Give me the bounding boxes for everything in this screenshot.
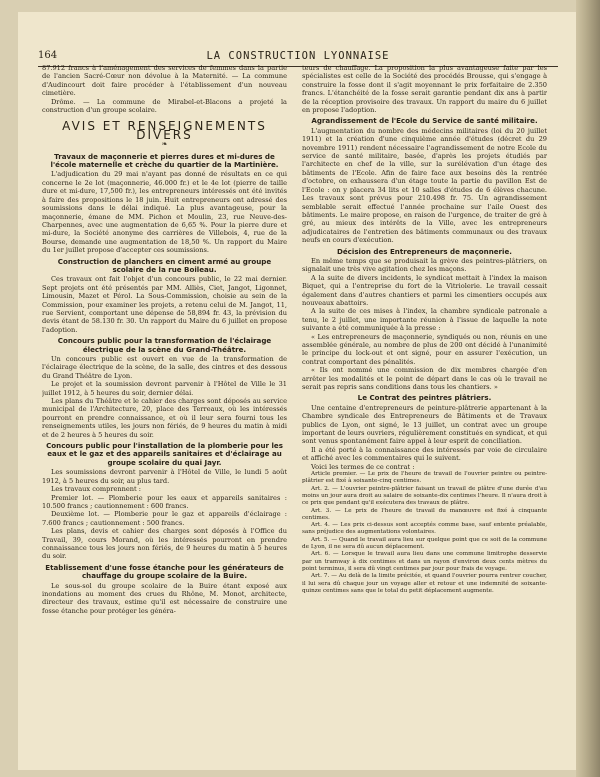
article-paragraph: A la suite de ces mises à l'index, la chambre syndicale patronale a tenu, le 2 juillet, une importante réunion à l'issue de laquelle la note suivante a été communiquée à la presse :	[302, 307, 547, 333]
contract-article: Art. 7. — Au delà de la limite précitée, et quand l'ouvrier pourra rentrer coucher, il lui sera dû chaque jour un voyage aller et retour et une indemnité de soixante-quinze centimes sans que le total du petit déplacement augmente.	[302, 573, 547, 594]
contract-articles	[302, 471, 547, 595]
article-paragraph: L'adjudication du 29 mai n'ayant pas donné de résultats en ce qui concerne le 2e lot (maçonnerie, 46.000 fr.) et le 4e lot (pierre de taille dure et mi-dure, 17,500 fr.), les entrepreneurs intéressés ont été invités à faire des propositions le 18 juin. Huit entrepreneurs ont adressé des soumissions dans le délai indiqué. La plus avantageuse, pour la maçonnerie, émane de MM. Pichon et Moulin, 23, rue Neuve-des-Charpennes, avec une augmentation de 6,65 %. Pour la pierre dure et mi-dure, la Société anonyme des carrières de Villebois, 4, rue de la Bourse, demande une augmentation de 18,50 %. Un rapport du Maire du 1er juillet propose d'accepter ces soumissions.	[42, 170, 287, 255]
article-paragraph: Les plans, devis et cahier des charges sont déposés à l'Office du Travail, 39, cours Morand, où les intéressés pourront en prendre connaissance tous les jours non fériés, de 9 heures du matin à 5 heures du soir.	[42, 527, 287, 561]
left-articles	[42, 153, 287, 616]
contract-article: Art. 4. — Les prix ci-dessus sont acceptés comme base, sauf entente préalable, sans préjudice des augmentations volontaires.	[302, 522, 547, 536]
intro-paragraph: Drôme. — La commune de Mirabel-et-Blacons a projeté la construction d'un groupe scolaire.	[42, 97, 287, 115]
article-paragraph: Les travaux comprennent :	[51, 485, 142, 494]
book-spine	[576, 0, 600, 777]
article-paragraph: Les plans du Théâtre et le cahier des charges sont déposés au service municipal de l'Architecture, 20, place des Terreaux, où les intéressés pourront en prendre connaissance, et où il leur sera fourni tous les renseignements utiles, les jours non fériés, de 9 heures du matin à midi et de 2 heures à 5 heures du soir.	[42, 397, 287, 439]
right-column	[302, 64, 547, 754]
article-paragraph: L'augmentation du nombre des médecins militaires (loi du 20 juillet 1911) et la création d'une cinquième année d'études (décret du 29 novembre 1911) rendent nécessaire l'agrandissement de notre Ecole du service de santé militaire, basée, d'après les projets étudiés par l'architecte en chef de la ville, sur la surélévation d'un étage des bâtiments de l'Ecole. Afin de faire face aux besoins dès la rentrée d'octobre, on exhaussera d'un étage toute la partie du pavillon Est de l'Ecole : on y placera 34 lits et 10 salles d'études de 6 élèves chacune. Les travaux sont prévus pour 210.498 fr. 75. Un agrandissement semblable serait effectué l'année prochaine sur l'aile Ouest des bâtiments. Le maire propose, en raison de l'urgence, de traiter de gré à gré, au mieux des intérêts de la Ville, avec les entrepreneurs adjudicataires de l'entretien des bâtiments communaux ou des travaux neufs en cours d'exécution.	[302, 126, 547, 245]
right-articles	[302, 117, 547, 471]
article-paragraph: Il a été porté à la connaissance des intéressés par voie de circulaire et affiché avec les commentaires qui le suivent.	[302, 445, 547, 463]
article-heading: Le Contrat des peintres plâtriers.	[357, 393, 492, 403]
article-paragraph: Une centaine d'entrepreneurs de peinture-plâtrerie appartenant à la Chambre syndicale des Entrepreneurs de Bâtiments et de Travaux publics de Lyon, ont signé, le 13 juillet, un contrat avec un groupe important de leurs ouvriers, régulièrement constitués en syndicat, et qui sont venus spontanément faire appel à leur esprit de conciliation.	[302, 403, 547, 446]
article-paragraph: « Les entrepreneurs de maçonnerie, syndiqués ou non, réunis en une assemblée générale, au nombre de plus de 200 ont décidé à l'unanimité le principe du lock-out et ont signé, pour en assurer l'exécution, un contrat comportant des pénalités.	[302, 332, 547, 366]
intro-paragraph: 87.912 francs à l'aménagement des services de femmes dans la partie de l'ancien Sacré-Cœur non dévolue à la Maternité. — La commune d'Audincourt doit faire procéder à l'établissement d'un nouveau cimetière.	[42, 64, 287, 98]
article-paragraph: Les soumissions devront parvenir à l'Hôtel de Ville, le lundi 5 août 1912, à 5 heures du soir, au plus tard.	[42, 468, 287, 485]
article-heading: Etablissement d'une fosse étanche pour les générateurs de chauffage du groupe scolaire de la Buire.	[45, 562, 284, 581]
article-paragraph: Un concours public est ouvert en vue de la transformation de l'éclairage électrique de la scène, de la salle, des cintres et des dessous du Grand Théâtre de Lyon.	[42, 355, 287, 380]
contract-article: Article premier. — Le prix de l'heure de travail de l'ouvrier peintre ou peintre-plâtrier est fixé à soixante-cinq centimes.	[302, 471, 547, 485]
contract-article: Art. 5. — Quand le travail aura lieu sur quelque point que ce soit de la commune de Lyon, il ne sera dû aucun déplacement.	[302, 536, 547, 551]
article-paragraph: Ces travaux ont fait l'objet d'un concours public, le 22 mai dernier. Sept projets ont été présentés par MM. Alliès, Ciet, Jangot, Ligonnet, Limousin, Mazet et Pérol. La Sous-Commission, choisie au sein de la Commission, pour examiner les projets, a retenu celui de M. Jangot, 11, rue Servient, comportant une dépense de 58,894 fr. 43, la prévision du devis étant de 58.130 fr. 30. Un rapport du Maire du 6 juillet en propose l'adoption.	[42, 275, 287, 334]
ornament-icon: ❧	[161, 140, 168, 149]
contract-article: Art. 2. — L'ouvrier peintre-plâtrier faisant un travail de plâtre d'une durée d'au moins un jour aura droit au salaire de soixante-dix centimes l'heure. Il n'aura droit à ce prix que pendant qu'il exécutera des travaux de plâtre.	[302, 485, 547, 507]
article-paragraph: Le projet et la soumission devront parvenir à l'Hôtel de Ville le 31 juillet 1912, à 5 heures du soir, dernier délai.	[42, 380, 287, 397]
article-heading: Agrandissement de l'Ecole du Service de santé militaire.	[311, 116, 538, 126]
left-column	[42, 64, 287, 754]
article-heading: Construction de planchers en ciment armé au groupe scolaire de la rue Boileau.	[57, 256, 272, 274]
article-paragraph: A la suite de divers incidents, le syndicat mettait à l'index la maison Biquet, qui a l'entreprise du fort de la Vitriolerie. Le travail cessait également dans d'autres chantiers et parmi les cimentiers occupés aux nouveaux abattoirs.	[302, 273, 547, 307]
article-heading: Concours public pour la transformation de l'éclairage électrique de la scène du Grand-Théâtre.	[57, 336, 272, 354]
article-heading: Concours public pour l'installation de la plomberie pour les eaux et le gaz et des appareils sanitaires et d'éclairage au groupe scolaire du quai Jayr.	[46, 441, 283, 467]
contract-article: Art. 6. — Lorsque le travail aura lieu dans une commune limitrophe desservie par un tramway à dix centimes et dans un rayon d'environ deux cents mètres du point terminus, il sera dû vingt centimes par jour pour frais de voyage.	[302, 551, 547, 572]
contract-article: Art. 3. — Le prix de l'heure de travail du manœuvre est fixé à cinquante centimes.	[302, 507, 547, 521]
article-heading: Travaux de maçonnerie et pierres dures et mi-dures de l'école maternelle et crèche du quartier de la Martinière.	[50, 151, 279, 170]
page-number: 164	[38, 50, 58, 61]
article-paragraph: « Ils ont nommé une commission de dix membres chargée d'en arrêter les modalités et le point de départ dans le cas où le travail ne serait pas repris sans conditions dans tous les chantiers. »	[302, 366, 547, 392]
intro-paragraph: teurs de chauffage. La proposition la plus avantageuse faite par les spécialistes est celle de la Société des procédés Brousse, qui s'engage à construire la fosse dont il s'agit moyennant le prix forfaitaire de 2.350 francs. L'étanchéité de la fosse serait garantie pendant dix ans à partir de la réception provisoire des travaux. Un rapport du maire du 6 juillet en propose l'adoption.	[302, 64, 547, 115]
running-title: LA CONSTRUCTION LYONNAISE	[206, 50, 390, 62]
article-paragraph: Voici les termes de ce contrat :	[311, 462, 415, 471]
article-paragraph: En même temps que se produisait la grève des peintres-plâtriers, on signalait une très vive agitation chez les maçons.	[302, 256, 547, 274]
article-paragraph: Deuxième lot. — Plomberie pour le gaz et appareils d'éclairage : 7.600 francs ; cautionnement : 500 francs.	[42, 510, 287, 527]
article-paragraph: Le sous-sol du groupe scolaire de la Buire étant exposé aux inondations au moment des crues du Rhône, M. Monot, architecte, directeur des travaux, estime qu'il est nécessaire de construire une fosse étanche pour protéger les généra-	[42, 581, 287, 615]
article-paragraph: Premier lot. — Plomberie pour les eaux et appareils sanitaires : 10.500 francs ; cautionnement : 600 francs.	[42, 493, 287, 510]
section-title-text: AVIS ET RENSEIGNEMENTS DIVERS	[62, 119, 267, 142]
section-title	[42, 119, 287, 149]
article-heading: Décision des Entrepreneurs de maçonnerie.	[336, 246, 512, 256]
